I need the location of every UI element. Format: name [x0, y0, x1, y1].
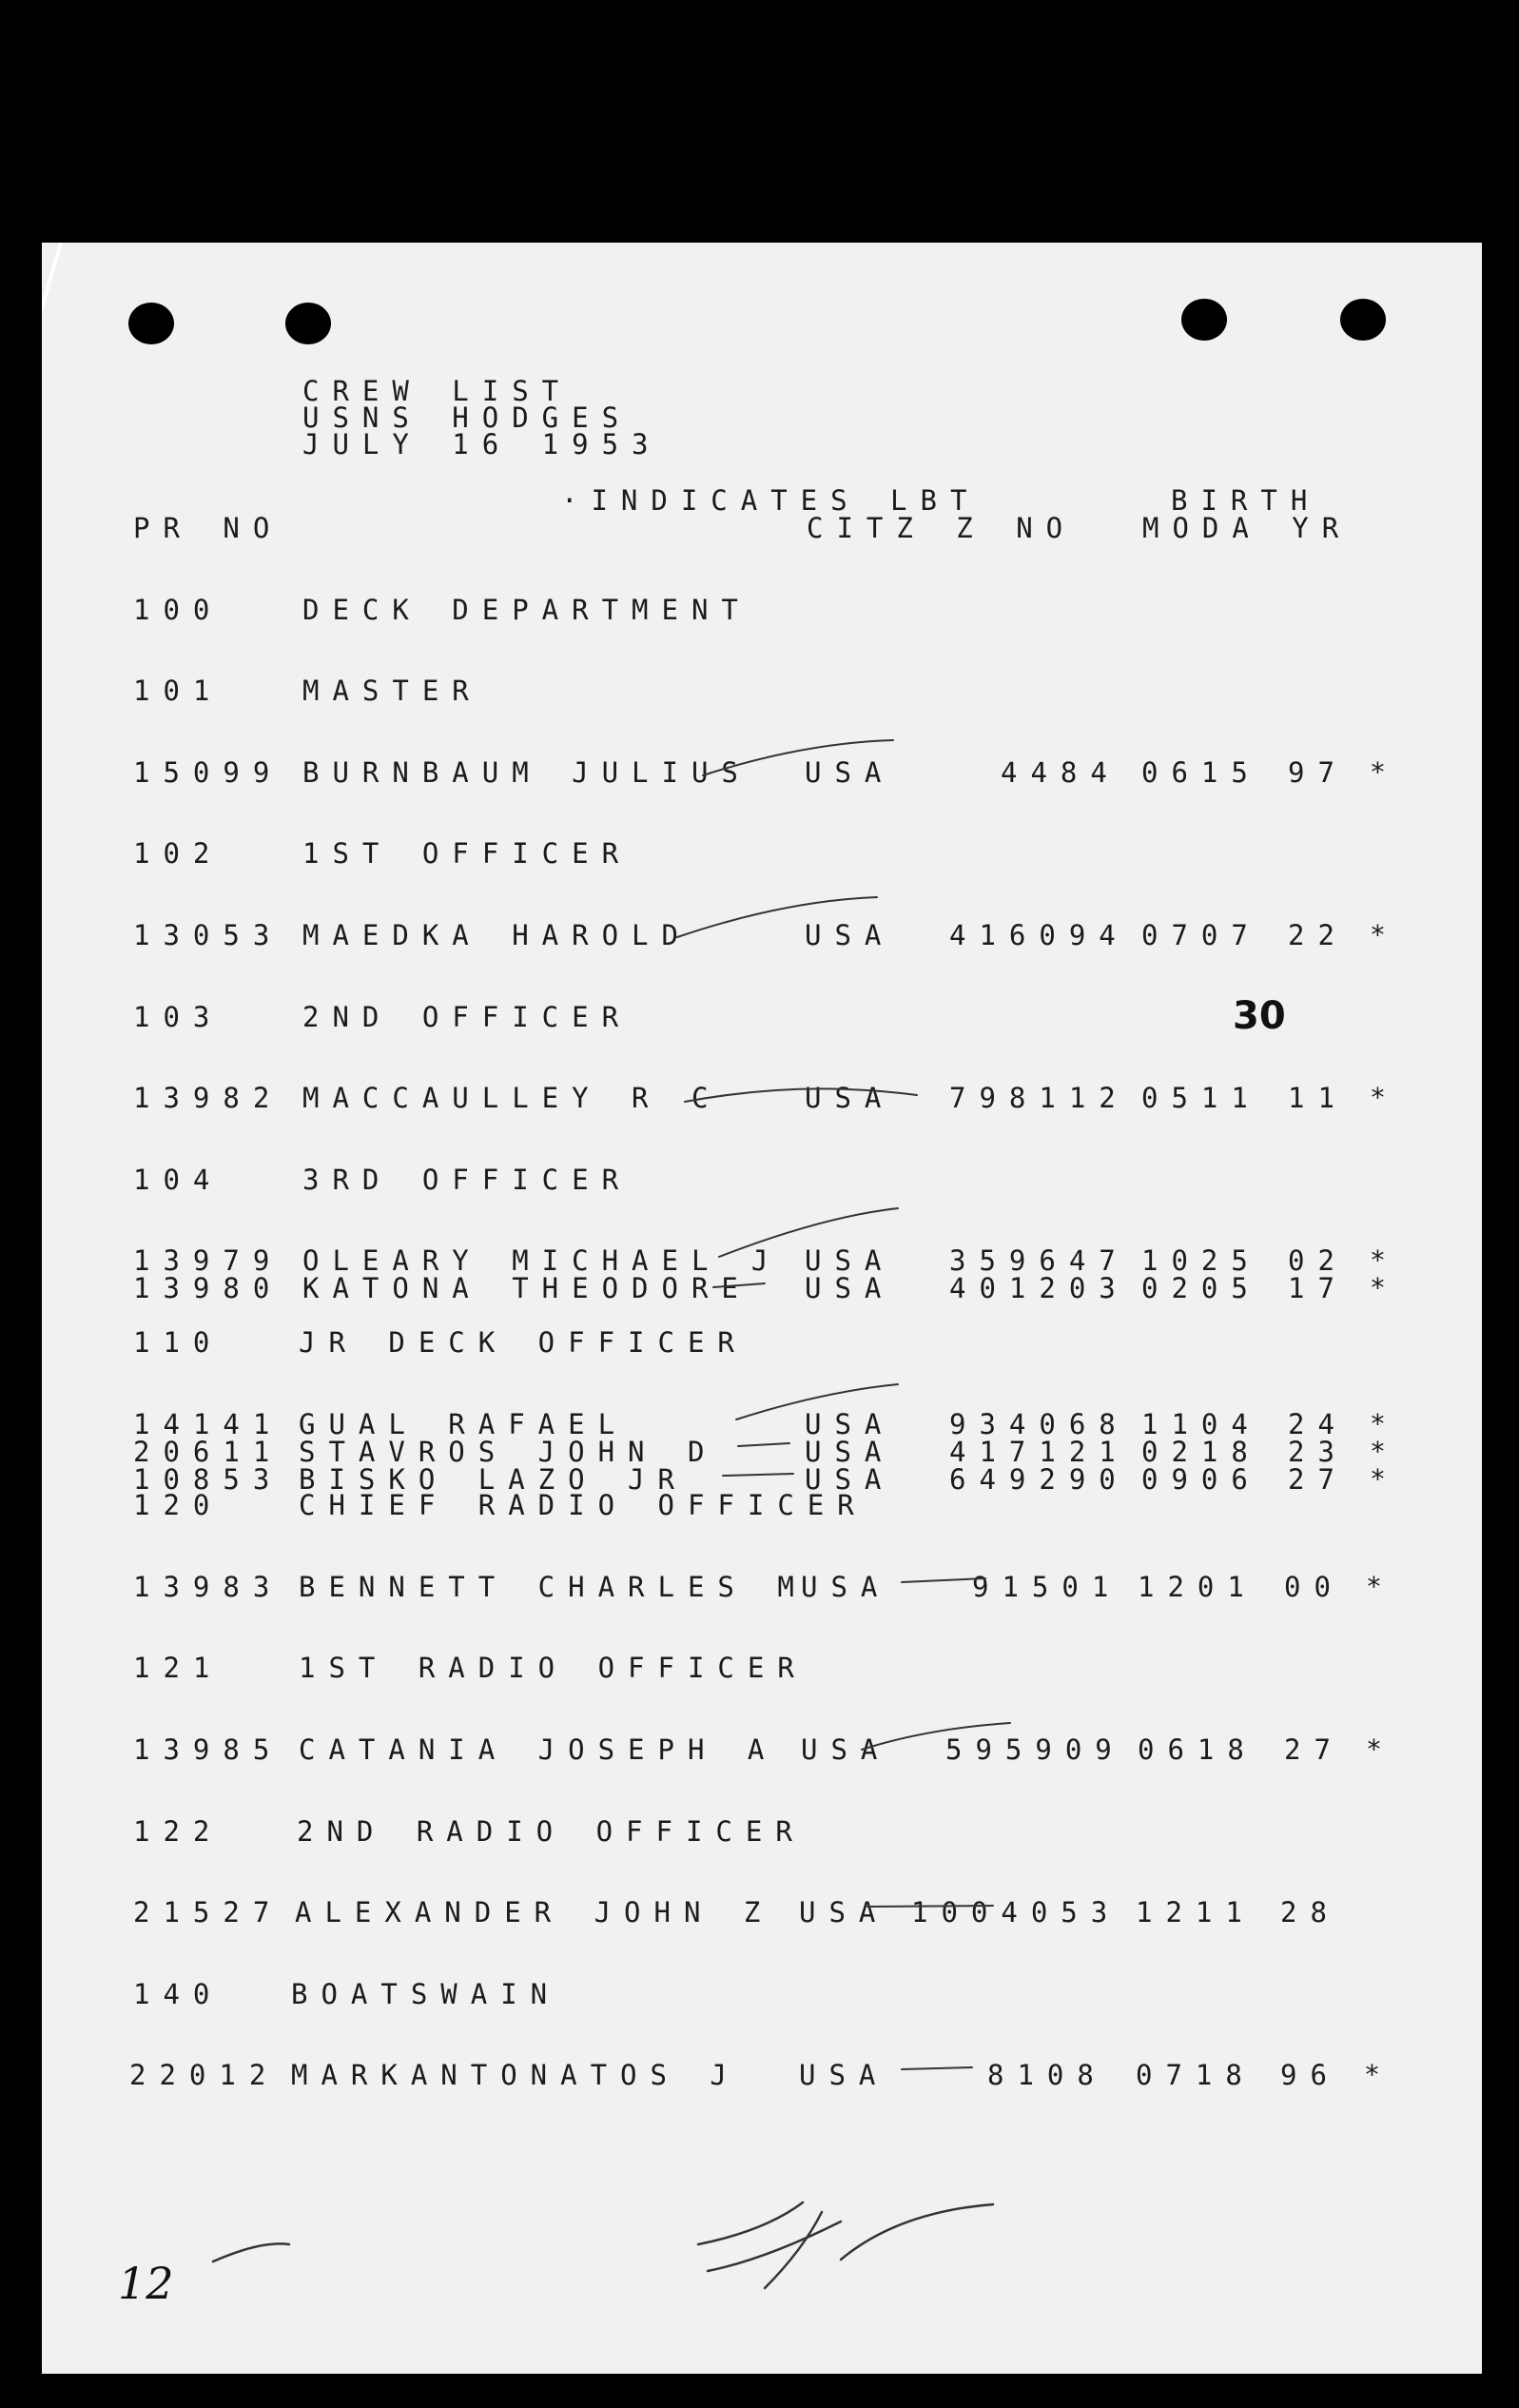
- crew-name: OLEARY MICHAEL J: [302, 1244, 782, 1277]
- crew-birth-moda: 0511: [1141, 1082, 1261, 1114]
- check-stroke: [902, 2067, 972, 2069]
- crew-birth-yr: 11: [1288, 1082, 1348, 1114]
- crew-citz: USA: [805, 919, 895, 951]
- section-title: CHIEF RADIO OFFICER: [299, 1489, 867, 1521]
- col-header-indicates-lbt: ·INDICATES LBT: [561, 484, 981, 517]
- crew-pr-no: 22012: [129, 2059, 280, 2091]
- crew-birth-moda: 1201: [1138, 1571, 1257, 1603]
- crew-list-page: [42, 243, 1482, 2374]
- crew-birth-moda: 0718: [1136, 2059, 1256, 2091]
- crew-name: MAEDKA HAROLD: [302, 919, 691, 951]
- crew-z-no: 91501: [972, 1571, 1122, 1603]
- section-code: 100: [133, 594, 224, 626]
- crew-birth-moda: 0218: [1141, 1436, 1261, 1468]
- crew-citz: USA: [799, 2059, 889, 2091]
- crew-pr-no: 13053: [133, 919, 283, 951]
- crew-birth-yr: 27: [1284, 1733, 1344, 1766]
- crew-lbt-mark: *: [1370, 1463, 1386, 1495]
- crew-pr-no: 15099: [133, 756, 283, 789]
- punch-hole: [1181, 299, 1227, 341]
- handwritten-page-number: 12: [118, 2258, 174, 2309]
- crew-name: CATANIA JOSEPH A: [299, 1733, 778, 1766]
- crew-birth-moda: 1104: [1141, 1408, 1261, 1440]
- crew-z-no: 416094: [949, 919, 1129, 951]
- signature-stroke: [698, 2202, 993, 2288]
- section-title: 3RD OFFICER: [302, 1164, 633, 1196]
- crew-birth-yr: 97: [1288, 756, 1348, 789]
- crew-birth-yr: 24: [1288, 1408, 1348, 1440]
- crew-pr-no: 10853: [133, 1463, 283, 1496]
- section-title: DECK DEPARTMENT: [302, 594, 751, 626]
- crew-pr-no: 13980: [133, 1272, 283, 1304]
- section-title: 1ST OFFICER: [302, 837, 633, 870]
- crew-birth-yr: 27: [1288, 1463, 1348, 1496]
- section-code: 120: [133, 1489, 224, 1521]
- section-title: MASTER: [302, 675, 482, 707]
- section-title: BOATSWAIN: [291, 1978, 561, 2010]
- doc-title-ship: USNS HODGES: [302, 401, 633, 434]
- punch-hole: [128, 303, 174, 344]
- crew-z-no: 649290: [949, 1463, 1129, 1496]
- section-code: 101: [133, 675, 224, 707]
- crew-birth-moda: 0906: [1141, 1463, 1261, 1496]
- crew-birth-yr: 17: [1288, 1272, 1348, 1304]
- crew-lbt-mark: *: [1370, 1408, 1386, 1439]
- crew-pr-no: 13982: [133, 1082, 283, 1114]
- pen-marks: [42, 243, 1482, 2374]
- crew-lbt-mark: *: [1370, 1272, 1386, 1303]
- crew-lbt-mark: *: [1366, 1733, 1382, 1765]
- crew-pr-no: 14141: [133, 1408, 283, 1440]
- crew-lbt-mark: *: [1366, 1571, 1382, 1602]
- crew-lbt-mark: *: [1370, 1082, 1386, 1113]
- crew-z-no: 417121: [949, 1436, 1129, 1468]
- crew-citz: USA: [805, 1463, 895, 1496]
- crew-name: KATONA THEODORE: [302, 1272, 751, 1304]
- check-stroke: [723, 1474, 793, 1476]
- doc-title-line1: CREW LIST: [302, 375, 573, 407]
- crew-citz: USA: [799, 1896, 889, 1928]
- crew-z-no: 4484: [1001, 756, 1120, 789]
- crew-z-no: 8108: [987, 2059, 1107, 2091]
- section-title: 1ST RADIO OFFICER: [299, 1652, 808, 1684]
- section-title: JR DECK OFFICER: [299, 1326, 748, 1359]
- col-header-moda-yr: MODA YR: [1142, 512, 1353, 544]
- crew-name: ALEXANDER JOHN Z: [295, 1896, 774, 1928]
- crew-z-no: 934068: [949, 1408, 1129, 1440]
- crew-birth-moda: 0707: [1141, 919, 1261, 951]
- crew-lbt-mark: *: [1364, 2059, 1380, 2090]
- crew-name: MACCAULLEY R C: [302, 1082, 722, 1114]
- crew-lbt-mark: *: [1370, 1436, 1386, 1467]
- crew-citz: USA: [805, 1244, 895, 1277]
- crew-birth-yr: 02: [1288, 1244, 1348, 1277]
- doc-title-date: JULY 16 1953: [302, 428, 662, 460]
- punch-hole: [1340, 299, 1386, 341]
- col-header-pr-no: PR NO: [133, 512, 283, 544]
- stamp-number: 30: [1233, 994, 1286, 1038]
- crew-birth-moda: 1211: [1136, 1896, 1256, 1928]
- col-header-citz-z-no: CITZ Z NO: [807, 512, 1077, 544]
- crew-citz: USA: [801, 1571, 891, 1603]
- crew-z-no: 1004053: [911, 1896, 1121, 1928]
- crew-birth-yr: 96: [1280, 2059, 1340, 2091]
- crew-birth-yr: 28: [1280, 1896, 1340, 1928]
- crew-birth-yr: 23: [1288, 1436, 1348, 1468]
- crew-lbt-mark: *: [1370, 1244, 1386, 1276]
- section-code: 110: [133, 1326, 224, 1359]
- crew-citz: USA: [805, 1272, 895, 1304]
- crew-name: GUAL RAFAEL: [299, 1408, 629, 1440]
- check-stroke: [738, 1443, 789, 1446]
- section-code: 103: [133, 1001, 224, 1033]
- crew-name: BENNETT CHARLES M: [299, 1571, 808, 1603]
- crew-name: BISKO LAZO JR: [299, 1463, 688, 1496]
- crew-name: STAVROS JOHN D: [299, 1436, 718, 1468]
- crew-z-no: 359647: [949, 1244, 1129, 1277]
- col-header-birth: BIRTH: [1171, 484, 1321, 517]
- crew-lbt-mark: *: [1370, 919, 1386, 950]
- section-code: 121: [133, 1652, 224, 1684]
- crew-citz: USA: [805, 1436, 895, 1468]
- crew-pr-no: 21527: [133, 1896, 283, 1928]
- crew-z-no: 401203: [949, 1272, 1129, 1304]
- crew-citz: USA: [805, 756, 895, 789]
- corner-tear-stroke: [42, 243, 61, 309]
- crew-pr-no: 13979: [133, 1244, 283, 1277]
- section-title: 2ND RADIO OFFICER: [297, 1815, 806, 1848]
- section-title: 2ND OFFICER: [302, 1001, 633, 1033]
- section-code: 140: [133, 1978, 224, 2010]
- crew-z-no: 798112: [949, 1082, 1129, 1114]
- crew-name: BURNBAUM JULIUS: [302, 756, 751, 789]
- crew-birth-moda: 1025: [1141, 1244, 1261, 1277]
- crew-z-no: 595909: [945, 1733, 1125, 1766]
- crew-lbt-mark: *: [1370, 756, 1386, 788]
- crew-citz: USA: [805, 1408, 895, 1440]
- crew-pr-no: 13983: [133, 1571, 283, 1603]
- crew-name: MARKANTONATOS J: [291, 2059, 740, 2091]
- section-code: 122: [133, 1815, 224, 1848]
- crew-birth-moda: 0615: [1141, 756, 1261, 789]
- crew-citz: USA: [805, 1082, 895, 1114]
- crew-birth-moda: 0205: [1141, 1272, 1261, 1304]
- punch-hole: [285, 303, 331, 344]
- signature-stroke: [213, 2243, 289, 2261]
- crew-birth-yr: 00: [1284, 1571, 1344, 1603]
- section-code: 102: [133, 837, 224, 870]
- crew-birth-moda: 0618: [1138, 1733, 1257, 1766]
- section-code: 104: [133, 1164, 224, 1196]
- crew-pr-no: 20611: [133, 1436, 283, 1468]
- crew-pr-no: 13985: [133, 1733, 283, 1766]
- crew-birth-yr: 22: [1288, 919, 1348, 951]
- crew-citz: USA: [801, 1733, 891, 1766]
